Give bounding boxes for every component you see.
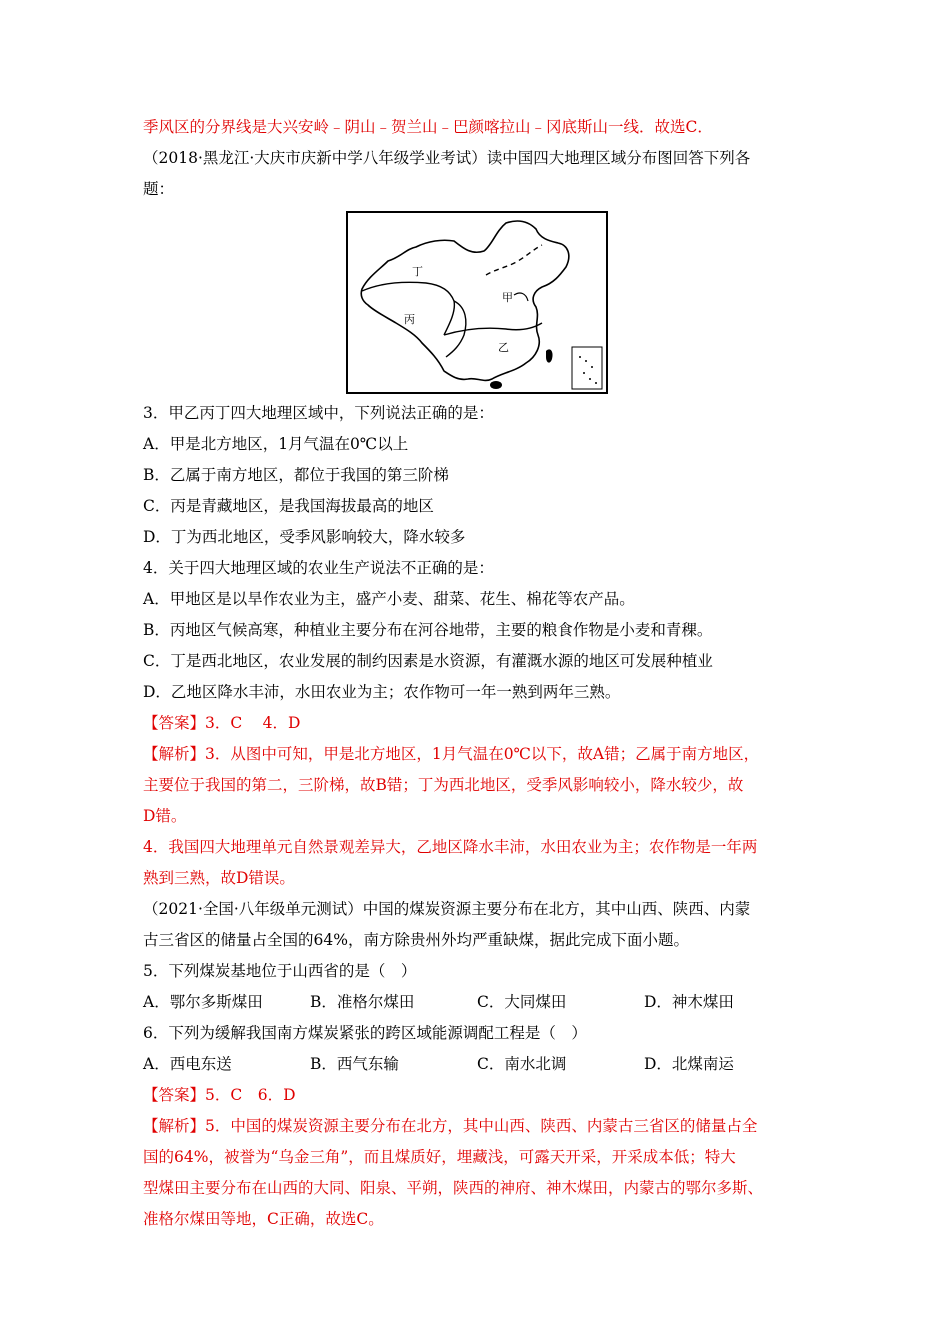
question-4-stem: 4．关于四大地理区域的农业生产说法不正确的是： xyxy=(143,559,494,577)
source-note-2-line-1: （2021·全国·八年级单元测试）中国的煤炭资源主要分布在北方，其中山西、陕西、内蒙 xyxy=(143,900,751,918)
map-label-yi: 乙 xyxy=(498,341,509,354)
question-6-option-a: A．西电东送 xyxy=(143,1055,232,1073)
question-6-option-c: C．南水北调 xyxy=(477,1055,567,1073)
question-5-stem: 5．下列煤炭基地位于山西省的是（ ） xyxy=(143,962,417,980)
question-5-option-d: D．神木煤田 xyxy=(644,993,734,1011)
explanation-4-line-2: 熟到三熟，故D错误。 xyxy=(143,869,295,887)
china-regions-map xyxy=(346,211,608,394)
question-5-option-c: C．大同煤田 xyxy=(477,993,567,1011)
source-note-1-cont: 题： xyxy=(143,180,175,198)
question-3-option-d: D．丁为西北地区，受季风影响较大，降水较多 xyxy=(143,528,466,546)
question-6-option-b: B．西气东输 xyxy=(310,1055,399,1073)
map-label-bing: 丙 xyxy=(404,313,415,326)
map-label-ding: 丁 xyxy=(412,265,423,278)
document-page xyxy=(143,112,813,1235)
question-6-option-d: D．北煤南运 xyxy=(644,1055,734,1073)
map-figure xyxy=(346,211,608,394)
question-5-options xyxy=(143,987,813,1018)
answer-5-6: 【答案】5．C 6．D xyxy=(143,1086,296,1104)
explanation-5-line-4: 准格尔煤田等地，C正确，故选C。 xyxy=(143,1210,384,1228)
question-5-option-b: B．准格尔煤田 xyxy=(310,993,415,1011)
explanation-4-line-1: 4．我国四大地理单元自然景观差异大，乙地区降水丰沛，水田农业为主；农作物是一年两 xyxy=(143,838,758,856)
prev-explanation-tail: 季风区的分界线是大兴安岭﹣阴山﹣贺兰山﹣巴颜喀拉山﹣冈底斯山一线．故选C． xyxy=(143,118,713,136)
question-3-option-b: B．乙属于南方地区，都位于我国的第三阶梯 xyxy=(143,466,449,484)
question-3-stem: 3．甲乙丙丁四大地理区域中，下列说法正确的是： xyxy=(143,404,494,422)
question-4-option-a: A．甲地区是以旱作农业为主，盛产小麦、甜菜、花生、棉花等农产品。 xyxy=(143,590,635,608)
map-label-jia: 甲 xyxy=(502,291,513,304)
explanation-5-line-2: 国的64%，被誉为“乌金三角”，而且煤质好，埋藏浅，可露天开采，开采成本低；特大 xyxy=(143,1148,736,1166)
question-6-options xyxy=(143,1049,813,1080)
explanation-5-line-3: 型煤田主要分布在山西的大同、阳泉、平朔，陕西的神府、神木煤田，内蒙古的鄂尔多斯、 xyxy=(143,1179,764,1197)
answer-3-4: 【答案】3．C 4．D xyxy=(143,714,301,732)
question-3-option-a: A．甲是北方地区，1月气温在0℃以上 xyxy=(143,435,409,453)
question-5-option-a: A．鄂尔多斯煤田 xyxy=(143,993,263,1011)
explanation-3-line-3: D错。 xyxy=(143,807,187,825)
explanation-3-line-2: 主要位于我国的第二，三阶梯，故B错；丁为西北地区，受季风影响较小，降水较少，故 xyxy=(143,776,744,794)
source-note-1: （2018·黑龙江·大庆市庆新中学八年级学业考试）读中国四大地理区域分布图回答下列各 xyxy=(143,149,751,167)
question-6-stem: 6．下列为缓解我国南方煤炭紧张的跨区域能源调配工程是（ ） xyxy=(143,1024,587,1042)
question-4-option-d: D．乙地区降水丰沛，水田农业为主；农作物可一年一熟到两年三熟。 xyxy=(143,683,621,701)
source-note-2-line-2: 古三省区的储量占全国的64%，南方除贵州外均严重缺煤，据此完成下面小题。 xyxy=(143,931,689,949)
question-4-option-c: C．丁是西北地区，农业发展的制约因素是水资源，有灌溉水源的地区可发展种植业 xyxy=(143,652,713,670)
explanation-3-line-1: 【解析】3．从图中可知，甲是北方地区，1月气温在0℃以下，故A错；乙属于南方地区， xyxy=(143,745,760,763)
question-3-option-c: C．丙是青藏地区，是我国海拔最高的地区 xyxy=(143,497,434,515)
question-4-option-b: B．丙地区气候高寒，种植业主要分布在河谷地带，主要的粮食作物是小麦和青稞。 xyxy=(143,621,713,639)
explanation-5-line-1: 【解析】5．中国的煤炭资源主要分布在北方，其中山西、陕西、内蒙古三省区的储量占全 xyxy=(143,1117,758,1135)
